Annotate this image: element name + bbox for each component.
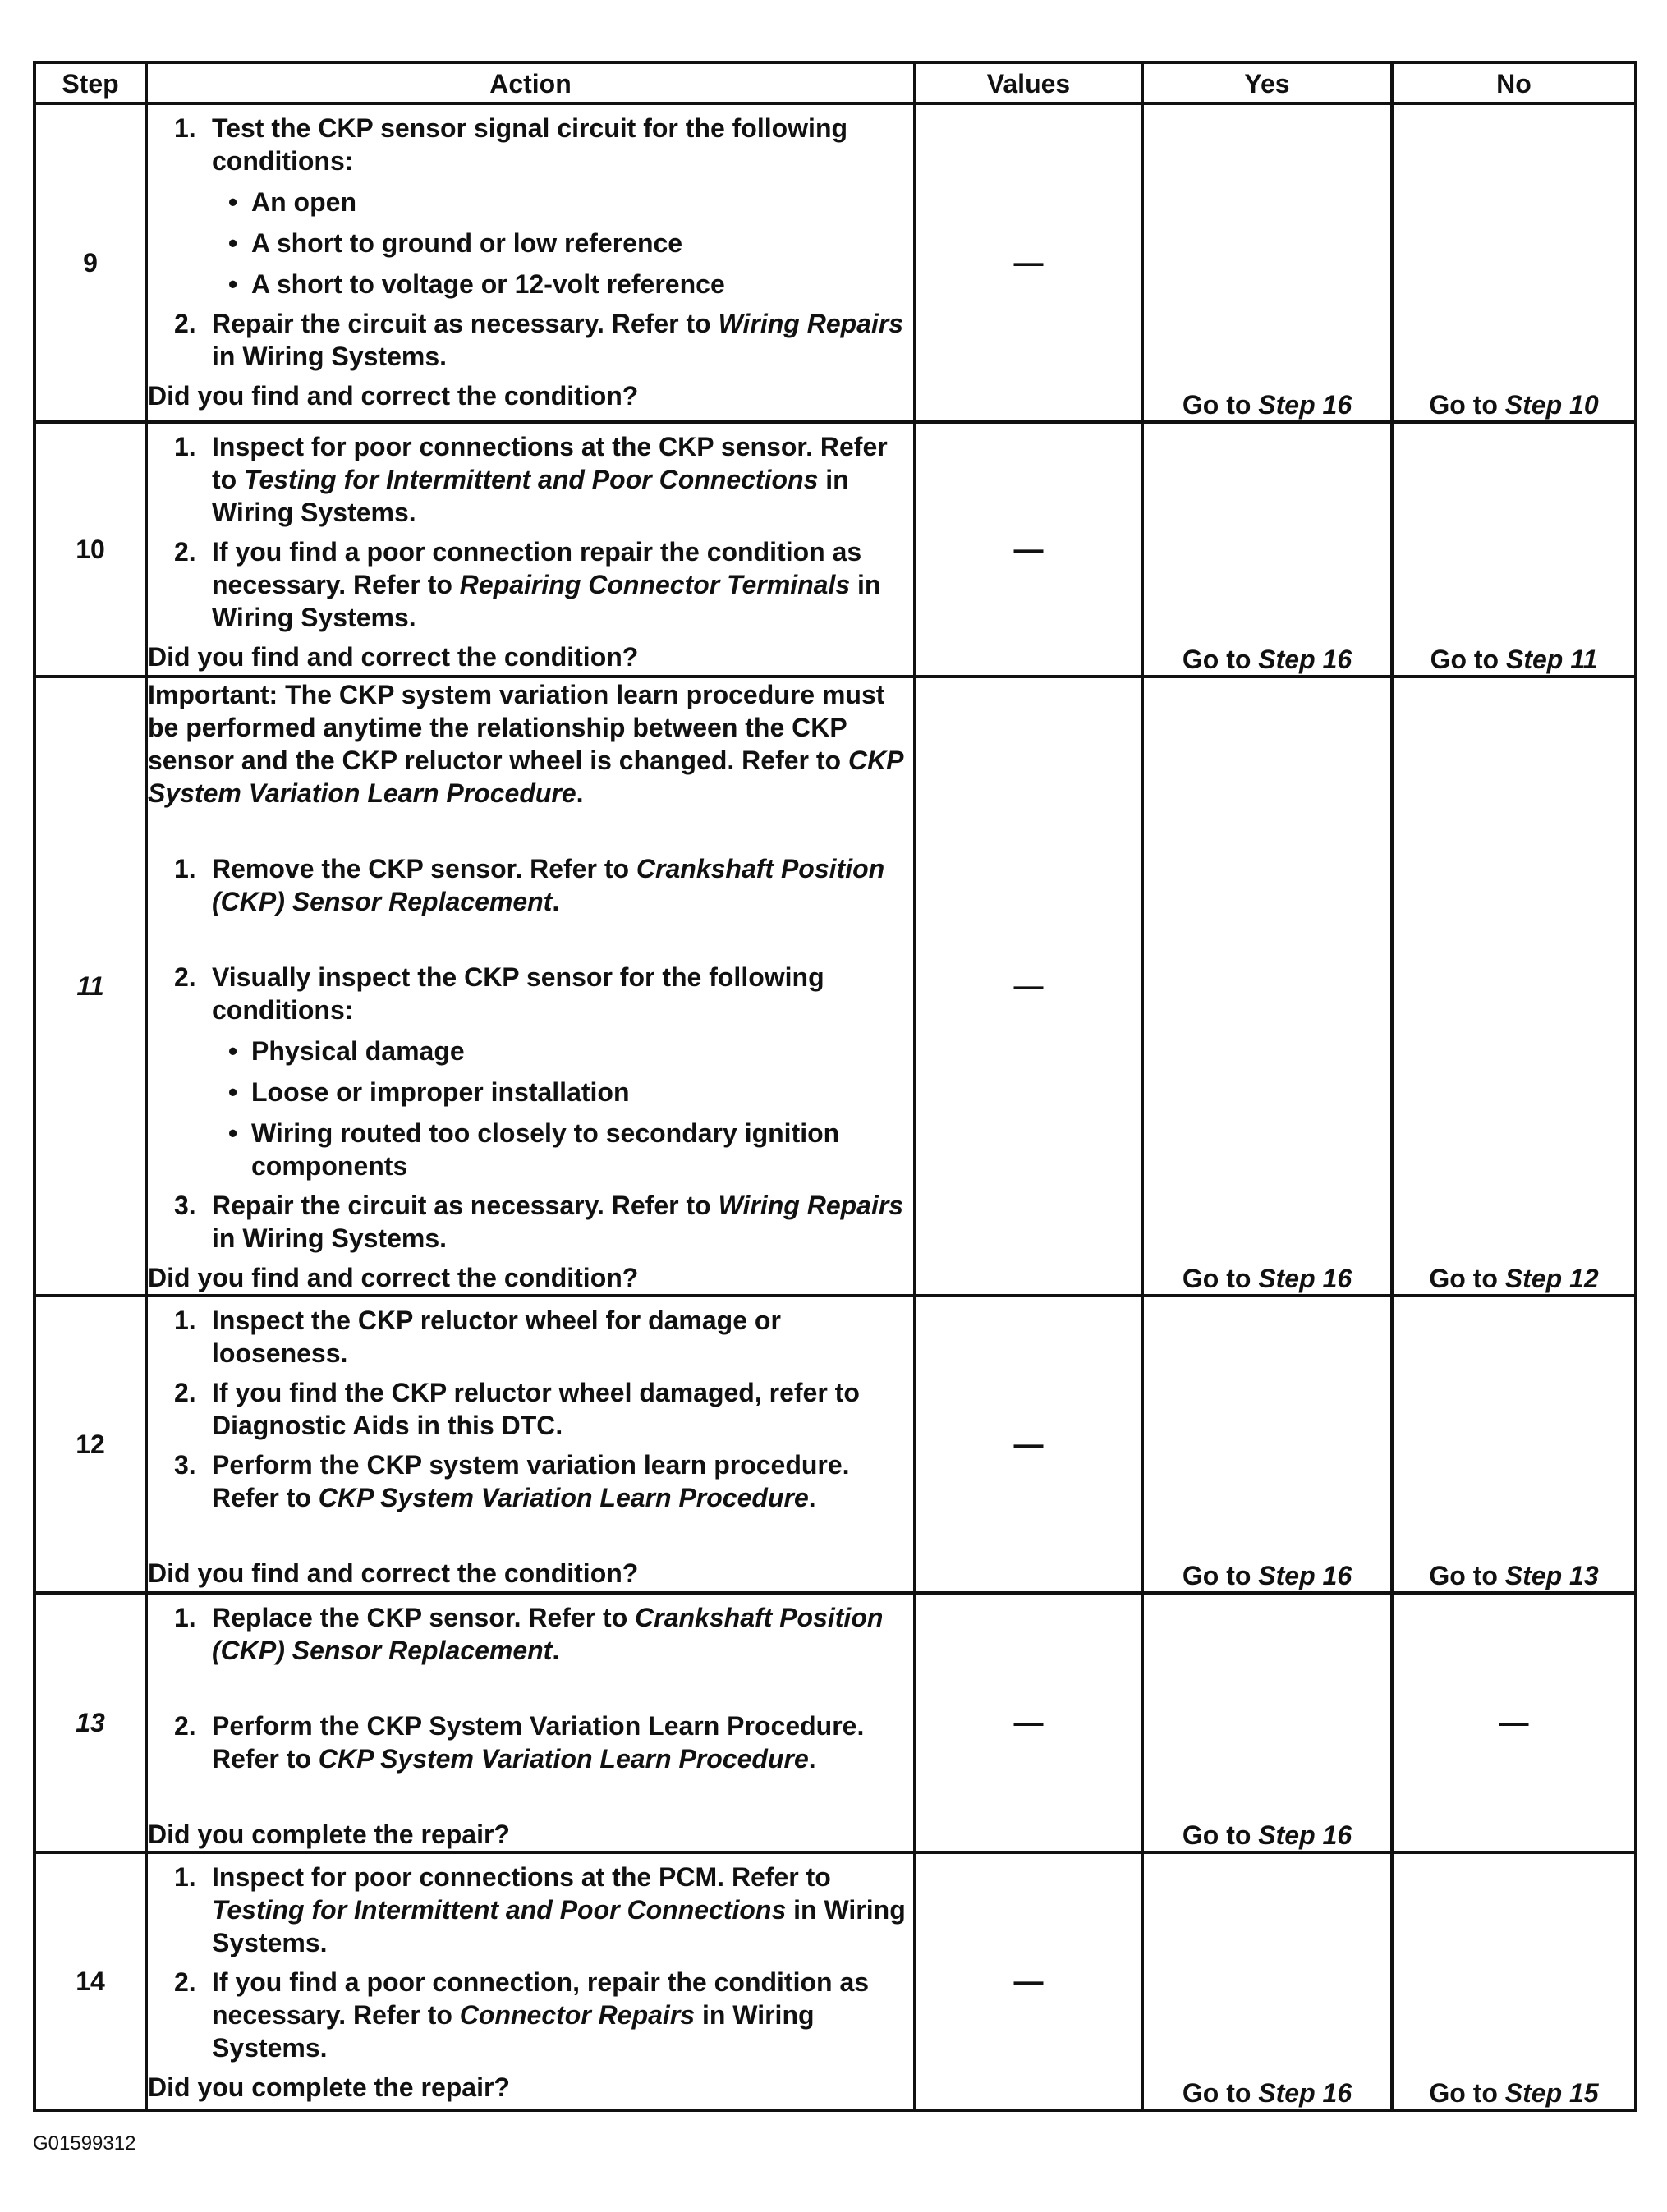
question-text: Did you find and correct the condition? bbox=[148, 642, 639, 672]
reference-link: Crankshaft Position (CKP) Sensor Replacement bbox=[212, 1603, 884, 1665]
values-cell: — bbox=[915, 1296, 1142, 1593]
table-row-step-9 bbox=[34, 103, 1636, 422]
step-number: 10 bbox=[34, 422, 146, 677]
goto-step-link: Step 16 bbox=[1258, 1264, 1352, 1293]
action-item: 2. If you find a poor connection, repair the condition as necessary. Refer to Connector Repairs in Wiring Systems. bbox=[174, 1967, 870, 2063]
values-cell: — bbox=[915, 103, 1142, 422]
yes-cell: Go to Step 16 bbox=[1142, 1852, 1392, 2110]
bullet-item: • Wiring routed too closely to secondary ignition components bbox=[228, 1118, 840, 1181]
yes-cell: Go to Step 16 bbox=[1142, 677, 1392, 1296]
reference-link: Connector Repairs bbox=[459, 2000, 696, 2030]
reference-link: Wiring Repairs bbox=[718, 309, 904, 338]
table-header-row bbox=[34, 62, 1636, 103]
reference-link: Testing for Intermittent and Poor Connections bbox=[212, 1895, 787, 1925]
action-cell bbox=[146, 1296, 915, 1593]
goto-step-link: Step 16 bbox=[1258, 2078, 1352, 2108]
action-cell bbox=[146, 677, 915, 1296]
table-row-step-14 bbox=[34, 1852, 1636, 2110]
values-cell: — bbox=[915, 1852, 1142, 2110]
reference-link: CKP System Variation Learn Procedure bbox=[318, 1483, 809, 1512]
figure-code: G01599312 bbox=[33, 2132, 136, 2155]
action-cell bbox=[146, 1852, 915, 2110]
bullet-item: • Physical damage bbox=[228, 1036, 465, 1066]
no-cell: Go to Step 11 bbox=[1392, 422, 1636, 677]
goto-step-link: Step 13 bbox=[1504, 1561, 1599, 1590]
question-text: Did you complete the repair? bbox=[148, 1820, 510, 1849]
action-item: 1. Remove the CKP sensor. Refer to Crankshaft Position (CKP) Sensor Replacement. bbox=[174, 854, 885, 916]
table-row-step-12 bbox=[34, 1296, 1636, 1593]
header-action: Action bbox=[146, 62, 915, 103]
bullet-item: • Loose or improper installation bbox=[228, 1077, 630, 1107]
goto-step-link: Step 10 bbox=[1504, 390, 1599, 420]
question-text: Did you complete the repair? bbox=[148, 2072, 510, 2102]
important-note: Important: The CKP system variation learn procedure must be performed anytime the relationship between the CKP sensor and the CKP reluctor wheel is changed. Refer to CKP System Variation Learn Procedure. bbox=[148, 680, 903, 808]
reference-link: Testing for Intermittent and Poor Connections bbox=[244, 465, 819, 494]
item-text: Test the CKP sensor signal circuit for the following conditions: bbox=[212, 113, 848, 176]
goto-step-link: Step 16 bbox=[1258, 1561, 1352, 1590]
table-row-step-10 bbox=[34, 422, 1636, 677]
reference-link: Wiring Repairs bbox=[718, 1191, 904, 1220]
step-number: 13 bbox=[34, 1593, 146, 1852]
action-item: 2. Repair the circuit as necessary. Refer to Wiring Repairs in Wiring Systems. bbox=[174, 309, 904, 371]
yes-cell: Go to Step 16 bbox=[1142, 103, 1392, 422]
reference-link: Repairing Connector Terminals bbox=[459, 570, 851, 599]
step-number: 14 bbox=[34, 1852, 146, 2110]
action-item: 3. Repair the circuit as necessary. Refer to Wiring Repairs in Wiring Systems. bbox=[174, 1191, 904, 1253]
step-number: 12 bbox=[34, 1296, 146, 1593]
values-cell: — bbox=[915, 1593, 1142, 1852]
action-item bbox=[148, 112, 913, 177]
action-cell bbox=[146, 1593, 915, 1852]
reference-link: CKP System Variation Learn Procedure bbox=[148, 746, 903, 808]
values-cell: — bbox=[915, 422, 1142, 677]
yes-cell: Go to Step 16 bbox=[1142, 1593, 1392, 1852]
goto-step-link: Step 16 bbox=[1258, 1820, 1352, 1850]
header-no: No bbox=[1392, 62, 1636, 103]
step-number: 9 bbox=[34, 103, 146, 422]
action-item: 1. Replace the CKP sensor. Refer to Crankshaft Position (CKP) Sensor Replacement. bbox=[174, 1603, 884, 1665]
header-values: Values bbox=[915, 62, 1142, 103]
diagnostic-table-container bbox=[33, 61, 1634, 2112]
goto-step-link: Step 11 bbox=[1505, 645, 1598, 674]
action-item: 1. Inspect the CKP reluctor wheel for damage or looseness. bbox=[174, 1306, 781, 1368]
no-cell: Go to Step 10 bbox=[1392, 103, 1636, 422]
no-cell: Go to Step 12 bbox=[1392, 677, 1636, 1296]
action-item: 3. Perform the CKP system variation learn procedure. Refer to CKP System Variation Learn Procedure. bbox=[174, 1450, 850, 1512]
bullet-item: • An open bbox=[228, 187, 356, 217]
action-item: 2. If you find the CKP reluctor wheel damaged, refer to Diagnostic Aids in this DTC. bbox=[174, 1378, 860, 1440]
question-text: Did you find and correct the condition? bbox=[148, 1263, 639, 1292]
goto-step-link: Step 12 bbox=[1504, 1264, 1599, 1293]
action-cell bbox=[146, 103, 915, 422]
reference-link: Crankshaft Position (CKP) Sensor Replacement bbox=[212, 854, 885, 916]
no-cell: Go to Step 15 bbox=[1392, 1852, 1636, 2110]
goto-step-link: Step 16 bbox=[1258, 645, 1352, 674]
yes-cell: Go to Step 16 bbox=[1142, 422, 1392, 677]
item-number: 1. bbox=[174, 113, 196, 143]
no-cell: Go to Step 13 bbox=[1392, 1296, 1636, 1593]
action-item: 1. Inspect for poor connections at the CKP sensor. Refer to Testing for Intermittent and Poor Connections in Wiring Systems. bbox=[174, 432, 888, 527]
header-step: Step bbox=[34, 62, 146, 103]
question-text: Did you find and correct the condition? bbox=[148, 1558, 639, 1588]
no-cell: — bbox=[1392, 1593, 1636, 1852]
question-text: Did you find and correct the condition? bbox=[148, 381, 639, 411]
table-row-step-11 bbox=[34, 677, 1636, 1296]
yes-cell: Go to Step 16 bbox=[1142, 1296, 1392, 1593]
reference-link: CKP System Variation Learn Procedure bbox=[318, 1744, 809, 1774]
values-cell: — bbox=[915, 677, 1142, 1296]
bullet-item: • A short to ground or low reference bbox=[228, 228, 683, 258]
step-number: 11 bbox=[34, 677, 146, 1296]
action-item: 2. If you find a poor connection repair the condition as necessary. Refer to Repairing Connector Terminals in Wiring Systems. bbox=[174, 537, 881, 632]
goto-step-link: Step 16 bbox=[1258, 390, 1352, 420]
action-item: 2. Perform the CKP System Variation Learn Procedure. Refer to CKP System Variation Learn Procedure. bbox=[174, 1711, 865, 1774]
action-item: 2. Visually inspect the CKP sensor for the following conditions: bbox=[174, 962, 824, 1025]
diagnostic-table bbox=[33, 61, 1637, 2112]
action-item: 1. Inspect for poor connections at the PCM. Refer to Testing for Intermittent and Poor Connections in Wiring Systems. bbox=[174, 1862, 906, 1957]
header-yes: Yes bbox=[1142, 62, 1392, 103]
table-row-step-13 bbox=[34, 1593, 1636, 1852]
bullet-item: • A short to voltage or 12-volt reference bbox=[228, 269, 725, 299]
goto-step-link: Step 15 bbox=[1504, 2078, 1599, 2108]
action-cell bbox=[146, 422, 915, 677]
